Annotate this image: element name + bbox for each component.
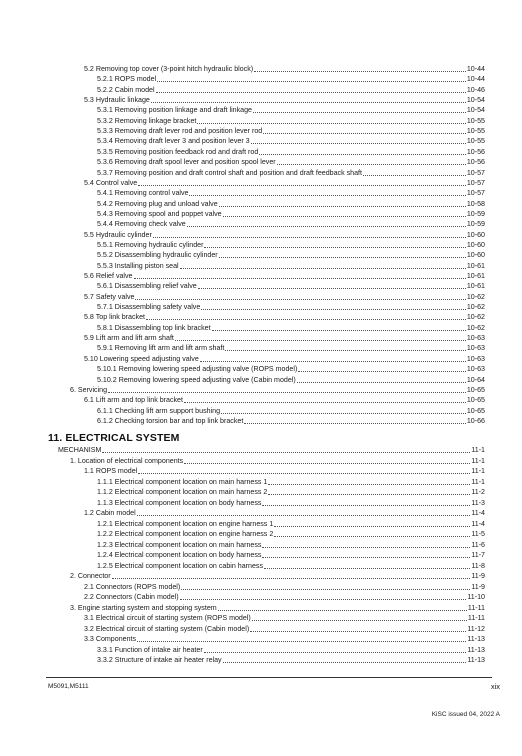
toc-leader-dots bbox=[102, 451, 470, 453]
toc-entry-page: 10-59 bbox=[466, 209, 485, 218]
toc-entry[interactable] bbox=[97, 342, 485, 353]
toc-leader-dots bbox=[200, 360, 466, 362]
toc-entry-title: 5.3.6 Removing draft spool lever and position spool lever bbox=[97, 158, 276, 167]
toc-entry-title: 3.3 Components bbox=[84, 635, 137, 643]
toc-entry-page: 10-63 bbox=[466, 365, 485, 374]
toc-entry-title: 3.1 Electrical circuit of starting system (ROPS model) bbox=[84, 614, 251, 622]
toc-entry-title: 5.4 Control valve bbox=[84, 178, 138, 187]
footer-model: M5091,M5111 bbox=[48, 683, 89, 690]
toc-entry[interactable] bbox=[97, 84, 485, 95]
toc-entry-page: 11-5 bbox=[471, 530, 485, 538]
toc-leader-dots bbox=[187, 225, 466, 227]
toc-entry-title: 5.6 Relief valve bbox=[84, 272, 133, 280]
toc-entry-title: 5.8 Top link bracket bbox=[84, 313, 145, 322]
toc-entry-title: 1.2 Cabin model bbox=[84, 509, 136, 517]
toc-entry-title: 5.10.1 Removing lowering speed adjusting valve (ROPS model) bbox=[97, 365, 298, 374]
toc-entry-page: 10-60 bbox=[466, 251, 485, 260]
toc-entry[interactable] bbox=[97, 654, 485, 665]
toc-entry-title: 1.1.3 Electrical component location on body harness bbox=[97, 498, 262, 507]
toc-entry-title: 5.8.1 Disassembling top link bracket bbox=[97, 323, 211, 332]
toc-entry-page: 11-8 bbox=[471, 561, 485, 570]
toc-entry-page: 10-54 bbox=[466, 96, 485, 105]
issued-note: KiSC issued 04, 2022 A bbox=[431, 711, 500, 718]
toc-entry-title: 5.5 Hydraulic cylinder bbox=[84, 230, 152, 239]
toc-entry-title: 2. Connector bbox=[70, 572, 111, 580]
toc-entry-page: 10-61 bbox=[466, 272, 485, 280]
toc-entry[interactable] bbox=[97, 260, 485, 271]
toc-entry[interactable] bbox=[97, 135, 485, 146]
toc-entry-page: 10-56 bbox=[466, 147, 485, 156]
toc-entry[interactable] bbox=[97, 476, 485, 487]
toc-leader-dots bbox=[137, 514, 471, 516]
toc-entry-page: 10-62 bbox=[466, 292, 485, 301]
toc-entry[interactable] bbox=[97, 249, 485, 260]
toc-entry[interactable] bbox=[97, 528, 485, 539]
toc-entry-title: 6.1 Lift arm and top link bracket bbox=[84, 396, 183, 405]
toc-entry-page: 10-57 bbox=[466, 189, 485, 198]
toc-leader-dots bbox=[197, 122, 465, 124]
toc-entry-title: 1.2.4 Electrical component location on body harness bbox=[97, 551, 262, 559]
toc-entry[interactable] bbox=[97, 156, 485, 167]
toc-entry-title: 1.2.3 Electrical component location on main harness bbox=[97, 540, 262, 549]
toc-entry-title: 6.1.2 Checking torsion bar and top link bracket bbox=[97, 416, 244, 425]
toc-entry-title: 5.4.3 Removing spool and poppet valve bbox=[97, 209, 222, 218]
toc-entry[interactable] bbox=[97, 104, 485, 115]
toc-entry[interactable] bbox=[97, 73, 485, 84]
toc-entry-title: 6.1.1 Checking lift arm support bushing bbox=[97, 406, 221, 415]
toc-entry[interactable] bbox=[84, 291, 485, 302]
toc-leader-dots bbox=[153, 236, 466, 238]
toc-entry[interactable] bbox=[97, 363, 485, 374]
toc-entry-title: 5.3.4 Removing draft lever 3 and position lever 3 bbox=[97, 137, 250, 146]
toc-leader-dots bbox=[277, 163, 466, 165]
toc-entry-page: 11-1 bbox=[471, 477, 485, 486]
toc-entry[interactable] bbox=[97, 539, 485, 550]
toc-leader-dots bbox=[254, 70, 466, 72]
toc-entry-title: 5.9.1 Removing lift arm and lift arm shaft bbox=[97, 344, 225, 353]
toc-leader-dots bbox=[184, 462, 470, 464]
toc-leader-dots bbox=[156, 91, 466, 93]
toc-entry[interactable] bbox=[97, 167, 485, 178]
toc-entry[interactable] bbox=[97, 405, 485, 416]
toc-leader-dots bbox=[252, 619, 467, 621]
toc-entry-page: 10-63 bbox=[466, 344, 485, 353]
toc-entry-title: MECHANISM bbox=[58, 446, 102, 454]
toc-entry-title: 5.2 Removing top cover (3-point hitch hydraulic block) bbox=[84, 65, 254, 73]
toc-entry-page: 10-60 bbox=[466, 240, 485, 249]
toc-entry-page: 10-57 bbox=[466, 178, 485, 187]
toc-leader-dots bbox=[223, 215, 466, 217]
toc-entry[interactable] bbox=[58, 444, 485, 455]
toc-entry[interactable] bbox=[70, 602, 485, 613]
toc-leader-dots bbox=[221, 412, 466, 414]
toc-entry-title: 5.3.1 Removing position linkage and draft linkage bbox=[97, 106, 252, 115]
toc-entry-page: 10-60 bbox=[466, 230, 485, 239]
toc-entry-title: 1.2.5 Electrical component location on cabin harness bbox=[97, 561, 264, 570]
toc-entry[interactable] bbox=[97, 518, 485, 529]
toc-leader-dots bbox=[180, 267, 466, 269]
toc-entry-title: 1.1.1 Electrical component location on main harness 1 bbox=[97, 477, 268, 486]
toc-leader-dots bbox=[297, 381, 466, 383]
toc-leader-dots bbox=[268, 483, 470, 485]
toc-leader-dots bbox=[244, 422, 466, 424]
toc-entry-title: 5.4.4 Removing check valve bbox=[97, 220, 186, 229]
toc-entry[interactable] bbox=[84, 177, 485, 188]
toc-entry-title: 6. Servicing bbox=[70, 385, 108, 394]
toc-entry[interactable] bbox=[84, 229, 485, 240]
toc-entry[interactable] bbox=[84, 623, 485, 634]
toc-entry[interactable] bbox=[84, 270, 485, 281]
toc-entry-title: 5.6.1 Disassembling relief valve bbox=[97, 282, 197, 291]
toc-leader-dots bbox=[184, 401, 466, 403]
toc-leader-dots bbox=[138, 184, 466, 186]
toc-leader-dots bbox=[262, 556, 470, 558]
toc-leader-dots bbox=[264, 567, 470, 569]
toc-entry-page: 10-44 bbox=[466, 65, 485, 73]
toc-entry[interactable] bbox=[97, 486, 485, 497]
toc-leader-dots bbox=[212, 329, 466, 331]
toc-entry[interactable] bbox=[97, 146, 485, 157]
toc-entry-page: 10-54 bbox=[466, 106, 485, 115]
toc-leader-dots bbox=[253, 111, 466, 113]
toc-entry[interactable] bbox=[70, 384, 485, 395]
toc-leader-dots bbox=[151, 101, 466, 103]
toc-leader-dots bbox=[135, 298, 465, 300]
toc-entry-page: 11-9 bbox=[471, 582, 485, 591]
toc-entry[interactable] bbox=[97, 301, 485, 312]
toc-entry-page: 10-63 bbox=[466, 334, 485, 343]
toc-entry-title: 5.5.2 Disassembling hydraulic cylinder bbox=[97, 251, 218, 260]
toc-entry-page: 10-44 bbox=[466, 75, 485, 84]
toc-entry-title: 5.9 Lift arm and lift arm shaft bbox=[84, 334, 174, 343]
toc-leader-dots bbox=[274, 535, 470, 537]
toc-entry-page: 11-1 bbox=[471, 456, 485, 465]
toc-entry[interactable] bbox=[97, 208, 485, 219]
toc-entry[interactable] bbox=[84, 94, 485, 105]
toc-entry-page: 10-62 bbox=[466, 323, 485, 332]
toc-leader-dots bbox=[251, 142, 466, 144]
toc-entry-page: 10-55 bbox=[466, 127, 485, 136]
toc-entry-page: 11-13 bbox=[467, 635, 485, 643]
toc-entry-title: 5.2.1 ROPS model bbox=[97, 75, 157, 84]
toc-entry-page: 11-9 bbox=[471, 572, 485, 580]
footer-divider bbox=[46, 677, 492, 678]
toc-entry-page: 11-3 bbox=[471, 498, 485, 507]
toc-entry-title: 1.2.1 Electrical component location on engine harness 1 bbox=[97, 519, 274, 528]
toc-entry-title: 1.1 ROPS model bbox=[84, 467, 138, 475]
toc-leader-dots bbox=[298, 370, 466, 372]
toc-entry-title: 1. Location of electrical components bbox=[70, 456, 184, 465]
toc-entry-title: 5.5.3 Installing piston seal bbox=[97, 261, 179, 270]
toc-entry-title: 5.3.7 Removing position and draft control shaft and position and draft feedback shaft bbox=[97, 168, 363, 177]
toc-leader-dots bbox=[225, 349, 465, 351]
toc-entry-title: 5.2.2 Cabin model bbox=[97, 85, 155, 94]
toc-entry[interactable] bbox=[97, 115, 485, 126]
toc-entry-title: 5.10.2 Removing lowering speed adjusting valve (Cabin model) bbox=[97, 375, 296, 384]
toc-entry-title: 1.1.2 Electrical component location on main harness 2 bbox=[97, 488, 268, 496]
toc-entry[interactable] bbox=[97, 497, 485, 508]
toc-entry[interactable] bbox=[84, 63, 485, 74]
toc-entry[interactable] bbox=[84, 332, 485, 343]
toc-leader-dots bbox=[108, 391, 466, 393]
toc-entry[interactable] bbox=[97, 415, 485, 426]
toc-entry-page: 11-13 bbox=[467, 645, 485, 654]
toc-entry-page: 11-1 bbox=[471, 446, 485, 454]
toc-entry-title: 5.3.3 Removing draft lever rod and position lever rod bbox=[97, 127, 263, 136]
toc-entry-title: 1.2.2 Electrical component location on engine harness 2 bbox=[97, 530, 274, 538]
toc-entry-page: 10-55 bbox=[466, 116, 485, 125]
toc-entry[interactable] bbox=[97, 374, 485, 385]
toc-entry-page: 11-10 bbox=[467, 593, 485, 601]
toc-entry-page: 10-46 bbox=[466, 85, 485, 94]
toc-entry-page: 10-57 bbox=[466, 168, 485, 177]
toc-entry-title: 3.2 Electrical circuit of starting system (Cabin model) bbox=[84, 624, 250, 633]
toc-entry[interactable] bbox=[70, 455, 485, 466]
toc-entry-title: 3. Engine starting system and stopping system bbox=[70, 603, 217, 612]
toc-entry-page: 10-59 bbox=[466, 220, 485, 229]
toc-entry-page: 10-61 bbox=[466, 261, 485, 270]
toc-entry[interactable] bbox=[84, 353, 485, 364]
toc-leader-dots bbox=[268, 493, 470, 495]
toc-entry[interactable] bbox=[97, 644, 485, 655]
toc-entry-title: 3.3.1 Function of intake air heater bbox=[97, 645, 203, 654]
toc-entry-page: 11-1 bbox=[471, 467, 485, 475]
toc-entry-title: 2.2 Connectors (Cabin model) bbox=[84, 593, 179, 601]
toc-leader-dots bbox=[204, 651, 467, 653]
toc-leader-dots bbox=[137, 640, 466, 642]
toc-entry[interactable] bbox=[97, 549, 485, 560]
toc-entry[interactable] bbox=[84, 394, 485, 405]
toc-entry-page: 11-6 bbox=[471, 540, 485, 549]
toc-leader-dots bbox=[134, 277, 466, 279]
toc-leader-dots bbox=[262, 546, 470, 548]
toc-entry[interactable] bbox=[84, 581, 485, 592]
toc-leader-dots bbox=[189, 194, 465, 196]
toc-entry-page: 10-63 bbox=[466, 354, 485, 363]
toc-entry-page: 11-2 bbox=[471, 488, 485, 496]
toc-entry-title: 3.3.2 Structure of intake air heater relay bbox=[97, 656, 222, 664]
toc-leader-dots bbox=[262, 504, 470, 506]
toc-entry-title: 5.4.2 Removing plug and unload valve bbox=[97, 199, 218, 208]
toc-leader-dots bbox=[198, 287, 466, 289]
toc-leader-dots bbox=[223, 661, 467, 663]
toc-entry[interactable] bbox=[84, 465, 485, 476]
section-heading: 11. ELECTRICAL SYSTEM bbox=[48, 432, 180, 444]
toc-entry-page: 11-7 bbox=[471, 551, 485, 559]
toc-entry-page: 10-65 bbox=[466, 406, 485, 415]
footer-page-number: xix bbox=[490, 682, 500, 691]
toc-entry-page: 11-12 bbox=[467, 624, 485, 633]
toc-leader-dots bbox=[181, 588, 470, 590]
toc-leader-dots bbox=[219, 205, 466, 207]
toc-entry-title: 5.5.1 Removing hydraulic cylinder bbox=[97, 240, 204, 249]
toc-entry-title: 2.1 Connectors (ROPS model) bbox=[84, 582, 181, 591]
toc-leader-dots bbox=[146, 318, 466, 320]
toc-entry-title: 5.3 Hydraulic linkage bbox=[84, 96, 150, 105]
toc-entry[interactable] bbox=[97, 239, 485, 250]
toc-entry-page: 10-65 bbox=[466, 396, 485, 405]
toc-entry-title: 5.3.2 Removing linkage bracket bbox=[97, 116, 197, 125]
toc-leader-dots bbox=[138, 472, 470, 474]
toc-entry-page: 10-56 bbox=[466, 158, 485, 167]
toc-entry-page: 10-62 bbox=[466, 303, 485, 312]
toc-leader-dots bbox=[259, 153, 466, 155]
toc-entry-title: 5.7 Safety valve bbox=[84, 292, 135, 301]
toc-entry[interactable] bbox=[70, 570, 485, 581]
toc-leader-dots bbox=[263, 132, 466, 134]
toc-entry[interactable] bbox=[97, 187, 485, 198]
toc-leader-dots bbox=[250, 630, 466, 632]
toc-entry[interactable] bbox=[84, 507, 485, 518]
toc-leader-dots bbox=[157, 80, 466, 82]
toc-entry[interactable] bbox=[97, 218, 485, 229]
toc-entry[interactable] bbox=[97, 198, 485, 209]
toc-entry-page: 11-4 bbox=[471, 519, 485, 528]
toc-entry-title: 5.10 Lowering speed adjusting valve bbox=[84, 354, 199, 363]
toc-entry-page: 11-4 bbox=[471, 509, 485, 517]
toc-entry[interactable] bbox=[84, 633, 485, 644]
toc-leader-dots bbox=[274, 525, 470, 527]
toc-entry-page: 10-61 bbox=[466, 282, 485, 291]
toc-entry[interactable] bbox=[84, 311, 485, 322]
toc-entry[interactable] bbox=[84, 612, 485, 623]
toc-leader-dots bbox=[219, 256, 466, 258]
toc-leader-dots bbox=[112, 577, 471, 579]
toc-leader-dots bbox=[204, 246, 465, 248]
toc-leader-dots bbox=[175, 339, 466, 341]
toc-entry[interactable] bbox=[97, 560, 485, 571]
toc-entry[interactable] bbox=[97, 322, 485, 333]
toc-entry-title: 5.4.1 Removing control valve bbox=[97, 189, 189, 198]
toc-entry-page: 10-65 bbox=[466, 385, 485, 394]
toc-entry-page: 11-11 bbox=[467, 603, 485, 612]
toc-leader-dots bbox=[218, 609, 467, 611]
toc-leader-dots bbox=[201, 308, 466, 310]
toc-entry-page: 10-62 bbox=[466, 313, 485, 322]
toc-entry[interactable] bbox=[97, 280, 485, 291]
toc-entry-page: 11-11 bbox=[467, 614, 485, 622]
toc-entry-title: 5.7.1 Disassembling safety valve bbox=[97, 303, 201, 312]
toc-entry-page: 10-64 bbox=[466, 375, 485, 384]
toc-entry-page: 11-13 bbox=[467, 656, 485, 664]
toc-entry-page: 10-58 bbox=[466, 199, 485, 208]
toc-entry[interactable] bbox=[84, 591, 485, 602]
toc-entry-page: 10-55 bbox=[466, 137, 485, 146]
toc-entry-page: 10-66 bbox=[466, 416, 485, 425]
toc-entry-title: 5.3.5 Removing position feedback rod and draft rod bbox=[97, 147, 259, 156]
toc-leader-dots bbox=[180, 598, 467, 600]
toc-entry[interactable] bbox=[97, 125, 485, 136]
toc-leader-dots bbox=[363, 174, 466, 176]
